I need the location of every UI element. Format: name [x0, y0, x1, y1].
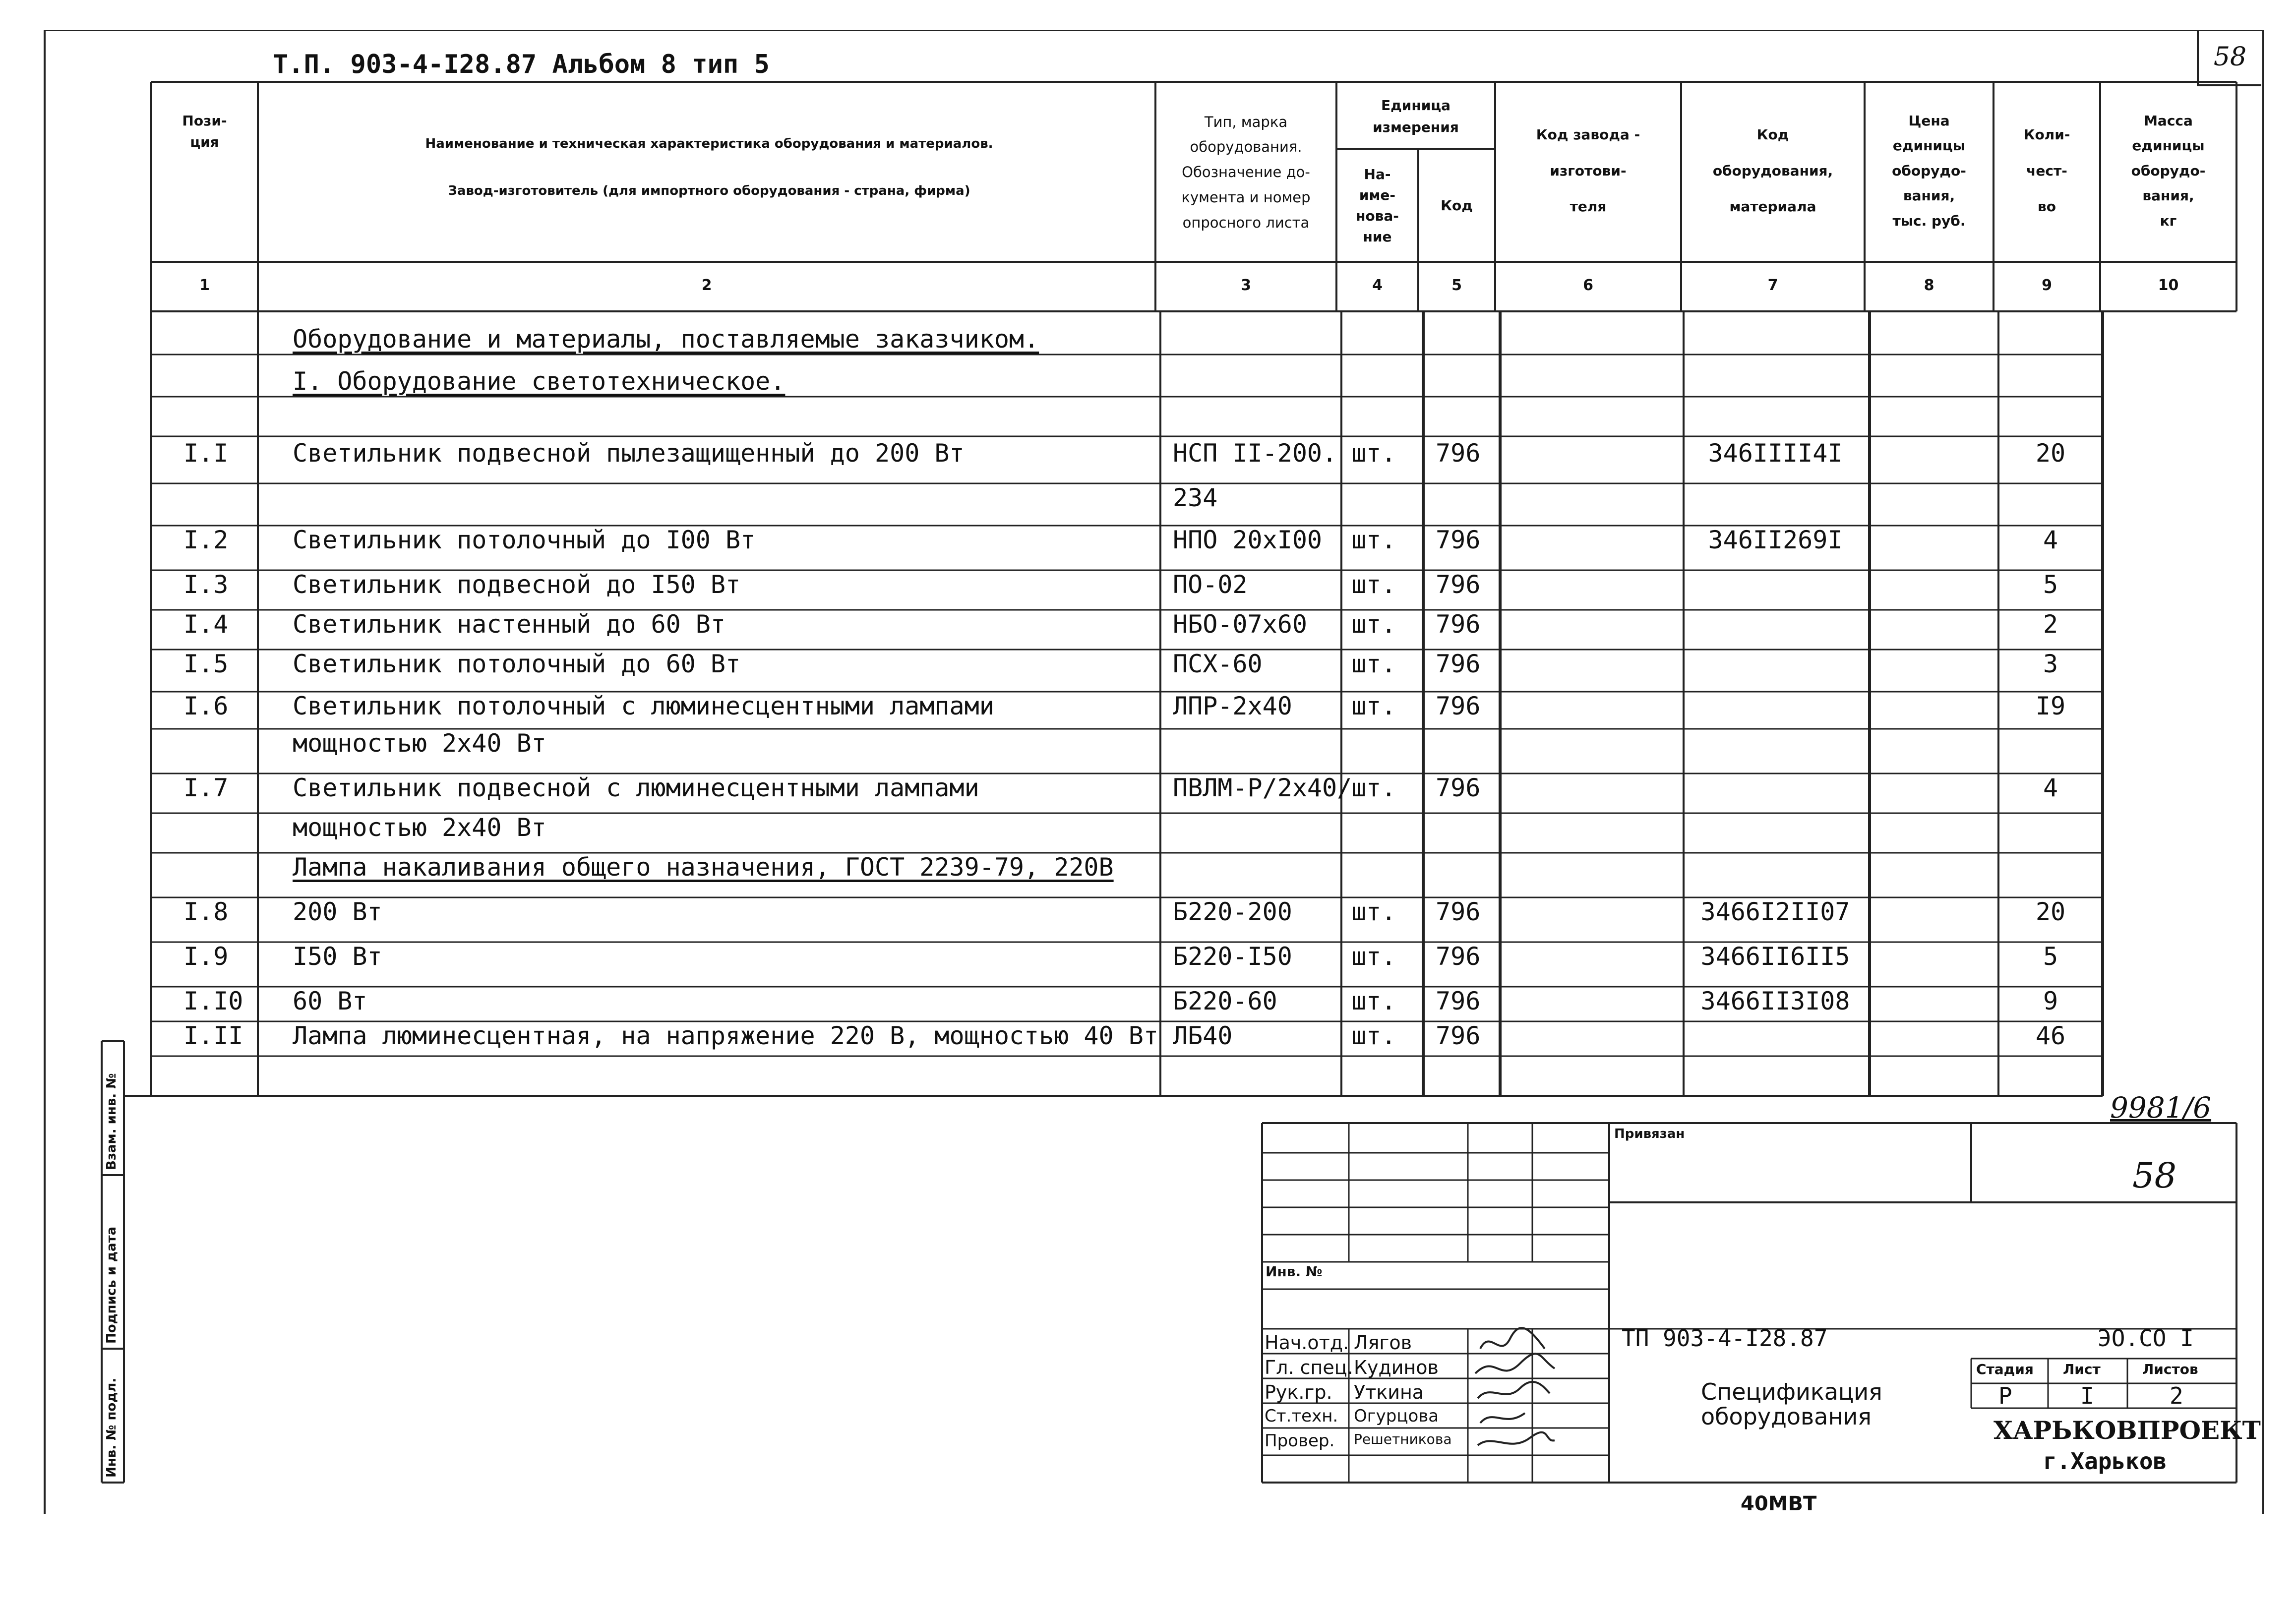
row-type: ПСХ-60: [1173, 650, 1263, 678]
row-position: I.I0: [183, 987, 243, 1015]
row-unit-code: 796: [1436, 987, 1481, 1015]
row-unit-code: 796: [1436, 650, 1481, 678]
row-quantity: 20: [2035, 439, 2066, 468]
name-1: Лягов: [1354, 1332, 1412, 1354]
row-name: Светильник подвесной пылезащищенный до 200 Вт: [293, 439, 965, 468]
stamp-title-1: Спецификация: [1701, 1378, 1882, 1405]
row-unit-code: 796: [1436, 526, 1481, 554]
row-quantity: 46: [2035, 1021, 2066, 1050]
header-name-line2: Завод-изготовитель (для импортного оборудования - страна, фирма): [448, 183, 970, 198]
row-name: Лампа люминесцентная, на напряжение 220 В, мощностью 40 Вт: [293, 1021, 1158, 1050]
side-label-replace-inv: Взам. инв. №: [104, 1073, 119, 1170]
row-type: 234: [1173, 483, 1218, 512]
document-title: Т.П. 903-4-I28.87 Альбом 8 тип 5: [273, 50, 770, 79]
row-type: НБО-07х60: [1173, 610, 1307, 639]
header-equipment-code: Код оборудования, материала: [1712, 126, 1833, 215]
row-quantity: 4: [2043, 773, 2058, 802]
header-mass: Масса единицы оборудо- вания, кг: [2131, 113, 2206, 229]
row-unit: шт.: [1351, 650, 1396, 678]
stamp-stadia-label: Стадия: [1976, 1361, 2034, 1377]
colnum-2: 2: [701, 277, 712, 294]
stamp-doc-code: ТП 903-4-I28.87: [1622, 1325, 1828, 1352]
row-name: 60 Вт: [293, 987, 367, 1015]
colnum-5: 5: [1451, 277, 1462, 294]
handwritten-number: 9981/6: [2110, 1091, 2212, 1125]
row-name: Лампа накаливания общего назначения, ГОСТ 2239-79, 220В: [293, 853, 1114, 882]
row-unit: шт.: [1351, 773, 1396, 802]
row-name: 200 Вт: [293, 897, 382, 926]
row-position: I.3: [183, 570, 229, 599]
row-unit: шт.: [1351, 942, 1396, 971]
row-unit-code: 796: [1436, 610, 1481, 639]
header-price: Цена единицы оборудо- вания, тыс. руб.: [1892, 113, 1966, 229]
header-unit-name: На- име- нова- ние: [1356, 166, 1399, 245]
row-type: ЛБ40: [1173, 1021, 1233, 1050]
row-quantity: 20: [2035, 897, 2066, 926]
header-name-line1: Наименование и техническая характеристика оборудования и материалов.: [425, 136, 993, 151]
row-unit: шт.: [1351, 987, 1396, 1015]
stamp-org: ХАРЬКОВПРОЕКТ: [1994, 1416, 2261, 1445]
row-position: I.5: [183, 650, 229, 678]
stamp-listov: 2: [2170, 1382, 2183, 1409]
colnum-6: 6: [1583, 277, 1593, 294]
name-5: Решетникова: [1354, 1431, 1452, 1447]
row-position: I.4: [183, 610, 229, 639]
row-quantity: 4: [2043, 526, 2058, 554]
row-type: Б220-I50: [1173, 942, 1292, 971]
row-quantity: 9: [2043, 987, 2058, 1015]
row-quantity: 5: [2043, 570, 2058, 599]
signatures-icon: [1470, 1319, 1570, 1473]
row-position: I.9: [183, 942, 229, 971]
row-quantity: I9: [2035, 692, 2066, 720]
stamp-city: г.Харьков: [2043, 1448, 2167, 1475]
row-type: Б220-60: [1173, 987, 1277, 1015]
footer-code: 40МВТ: [1741, 1492, 1817, 1515]
role-1: Нач.отд.: [1265, 1332, 1349, 1354]
row-name: Оборудование и материалы, поставляемые заказчиком.: [293, 325, 1039, 354]
row-name: I. Оборудование светотехническое.: [293, 367, 785, 396]
stamp-list: I: [2080, 1382, 2094, 1409]
sheet-number-corner: 58: [2197, 30, 2261, 86]
role-3: Рук.гр.: [1265, 1381, 1332, 1403]
colnum-9: 9: [2042, 277, 2052, 294]
row-position: I.2: [183, 526, 229, 554]
row-equipment-code: 3466II6II5: [1700, 942, 1850, 971]
row-name: Светильник настенный до 60 Вт: [293, 610, 725, 639]
stamp-privyazan: Привязан: [1614, 1127, 1685, 1141]
row-unit: шт.: [1351, 439, 1396, 468]
colnum-7: 7: [1767, 277, 1778, 294]
header-unit-code: Код: [1441, 197, 1473, 214]
row-unit-code: 796: [1436, 570, 1481, 599]
row-name: I50 Вт: [293, 942, 382, 971]
name-2: Кудинов: [1354, 1357, 1439, 1378]
row-type: НСП II-200.: [1173, 439, 1337, 468]
stamp-stadia: Р: [1998, 1382, 2012, 1409]
stamp-doc-mark: ЭО.СО I: [2098, 1325, 2194, 1352]
side-label-signature-date: Подпись и дата: [104, 1226, 119, 1344]
header-quantity: Коли- чест- во: [2023, 126, 2070, 215]
row-type: ПВЛМ-Р/2х40/: [1173, 773, 1352, 802]
name-4: Огурцова: [1354, 1406, 1439, 1426]
side-label-inv-original: Инв. № подл.: [104, 1377, 119, 1478]
row-equipment-code: 346IIII4I: [1708, 439, 1843, 468]
row-position: I.7: [183, 773, 229, 802]
colnum-1: 1: [199, 277, 210, 294]
name-3: Уткина: [1354, 1381, 1424, 1403]
header-position: Пози- ция: [182, 112, 227, 150]
row-position: I.II: [183, 1021, 243, 1050]
row-unit: шт.: [1351, 570, 1396, 599]
row-equipment-code: 3466I2II07: [1700, 897, 1850, 926]
row-type: ЛПР-2х40: [1173, 692, 1292, 720]
header-unit: Единица измерения: [1373, 97, 1459, 135]
row-unit-code: 796: [1436, 942, 1481, 971]
role-4: Ст.техн.: [1265, 1406, 1338, 1426]
row-position: I.8: [183, 897, 229, 926]
row-equipment-code: 3466II3I08: [1700, 987, 1850, 1015]
row-name: мощностью 2х40 Вт: [293, 813, 546, 842]
row-type: НПО 20хI00: [1173, 526, 1323, 554]
row-unit-code: 796: [1436, 439, 1481, 468]
stamp-listov-label: Листов: [2142, 1361, 2198, 1377]
role-5: Провер.: [1265, 1431, 1335, 1451]
row-type: Б220-200: [1173, 897, 1292, 926]
row-name: мощностью 2х40 Вт: [293, 729, 546, 758]
row-name: Светильник потолочный с люминесцентными лампами: [293, 692, 994, 720]
row-name: Светильник подвесной с люминесцентными лампами: [293, 773, 979, 802]
row-unit-code: 796: [1436, 897, 1481, 926]
colnum-3: 3: [1241, 277, 1251, 294]
row-unit: шт.: [1351, 526, 1396, 554]
row-unit-code: 796: [1436, 1021, 1481, 1050]
role-2: Гл. спец.: [1265, 1357, 1353, 1378]
row-quantity: 3: [2043, 650, 2058, 678]
row-type: ПО-02: [1173, 570, 1248, 599]
row-unit-code: 796: [1436, 692, 1481, 720]
row-name: Светильник подвесной до I50 Вт: [293, 570, 741, 599]
row-unit: шт.: [1351, 897, 1396, 926]
row-unit: шт.: [1351, 692, 1396, 720]
stamp-title-2: оборудования: [1701, 1403, 1872, 1430]
stamp-list-label: Лист: [2063, 1361, 2101, 1377]
row-unit: шт.: [1351, 610, 1396, 639]
row-quantity: 2: [2043, 610, 2058, 639]
stamp-inv-no: Инв. №: [1266, 1263, 1323, 1280]
colnum-8: 8: [1924, 277, 1934, 294]
row-equipment-code: 346II269I: [1708, 526, 1843, 554]
row-position: I.6: [183, 692, 229, 720]
handwritten-sheet: 58: [2132, 1155, 2177, 1196]
colnum-4: 4: [1372, 277, 1383, 294]
row-position: I.I: [183, 439, 229, 468]
header-manufacturer-code: Код завода - изготови- теля: [1536, 126, 1640, 215]
row-unit-code: 796: [1436, 773, 1481, 802]
colnum-10: 10: [2158, 277, 2179, 294]
header-type: Тип, марка оборудования. Обозначение до- кумента и номер опросного листа: [1181, 113, 1311, 231]
row-quantity: 5: [2043, 942, 2058, 971]
row-name: Светильник потолочный до 60 Вт: [293, 650, 741, 678]
row-unit: шт.: [1351, 1021, 1396, 1050]
row-name: Светильник потолочный до I00 Вт: [293, 526, 756, 554]
